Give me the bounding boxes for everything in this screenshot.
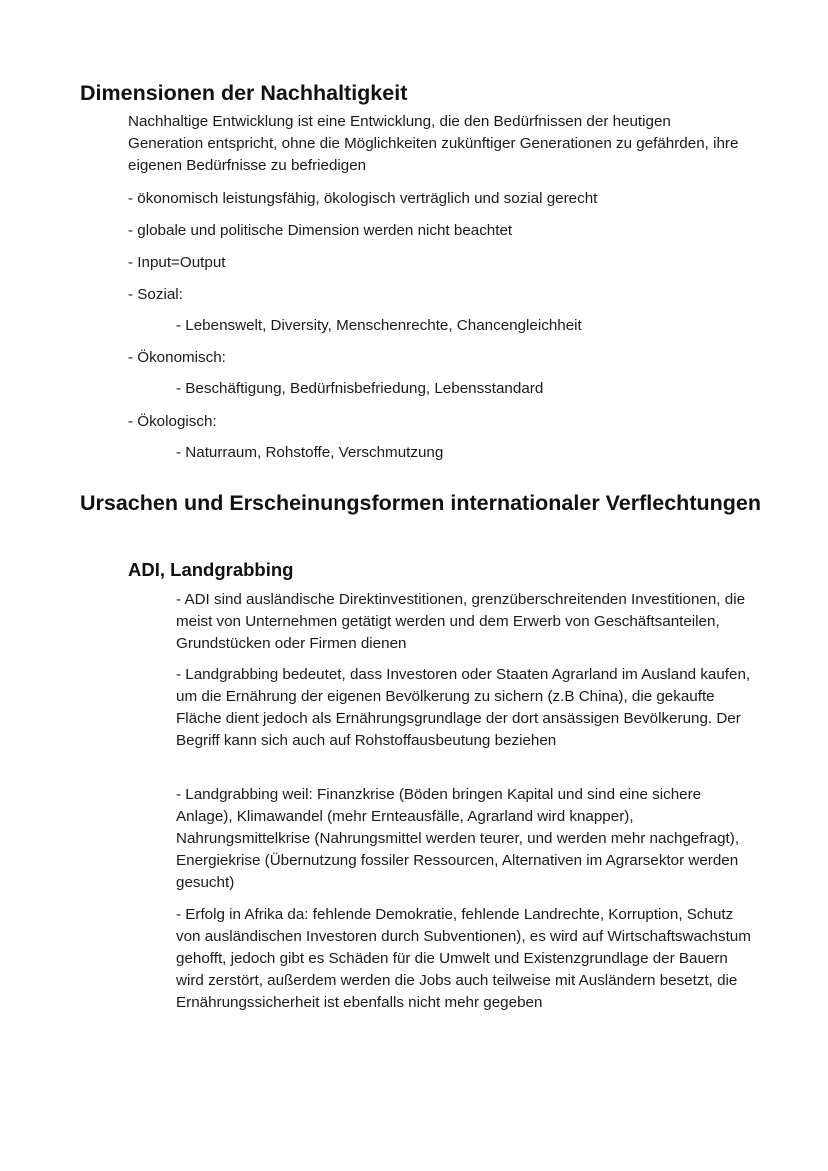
list-item-sozial: - Sozial: <box>128 286 183 303</box>
paragraph-landgrabbing-weil: - Landgrabbing weil: Finanzkrise (Böden bringen Kapital und sind eine sichere Anlage), Klimawandel (mehr Ernteausfälle, Agrarland wird knapper), Nahrungsmittelkrise (Nahrungsmittel werden teurer, und werden mehr nachgefragt), Energiekrise (Übernutzung fossiler Ressourcen, Alternativen im Agrarsektor werden gesucht) <box>176 786 740 891</box>
sub-list-item: - Naturraum, Rohstoffe, Verschmutzung <box>176 444 444 461</box>
list-item-oekonomisch: - Ökonomisch: <box>128 349 226 366</box>
sub-list-item: - Lebenswelt, Diversity, Menschenrechte, Chancengleichheit <box>176 317 582 334</box>
list-item: - Input=Output <box>128 254 226 271</box>
section-heading-ursachen: Ursachen und Erscheinungsformen internationaler Verflechtungen <box>80 491 761 515</box>
subsection-heading-adi: ADI, Landgrabbing <box>128 559 294 580</box>
paragraph-adi: - ADI sind ausländische Direktinvestitionen, grenzüberschreitenden Investitionen, die meist von Unternehmen getätigt werden und dem Erwerb von Geschäftsanteilen, Grundstücken oder Firmen dienen <box>176 591 746 652</box>
paragraph-erfolg-afrika: - Erfolg in Afrika da: fehlende Demokratie, fehlende Landrechte, Korruption, Schutz von ausländischen Investoren durch Subventionen), es wird auf Wirtschaftswachstum gehofft, jedoch gibt es Schäden für die Umwelt und Existenzgrundlage der Bauern wird zerstört, außerdem werden die Jobs auch teilweise mit Ausländern besetzt, die Ernährungssicherheit ist ebenfalls nicht mehr gegeben <box>176 906 751 1011</box>
sub-list-item: - Beschäftigung, Bedürfnisbefriedung, Lebensstandard <box>176 380 544 397</box>
list-item: - ökonomisch leistungsfähig, ökologisch verträglich und sozial gerecht <box>128 190 598 207</box>
section-heading-dimensionen: Dimensionen der Nachhaltigkeit <box>80 81 408 105</box>
intro-paragraph: Nachhaltige Entwicklung ist eine Entwicklung, die den Bedürfnissen der heutigen Generation entspricht, ohne die Möglichkeiten zukünftiger Generationen zu gefährden, ihre eigenen Bedürfnisse zu befriedigen <box>128 113 739 174</box>
paragraph-landgrabbing: - Landgrabbing bedeutet, dass Investoren oder Staaten Agrarland im Ausland kaufen, um die Ernährung der eigenen Bevölkerung zu sichern (z.B China), die gekaufte Fläche dient jedoch als Ernährungsgrundlage der dort ansässigen Bevölkerung. Der Begriff kann sich auch auf Rohstoffausbeutung beziehen <box>176 666 751 749</box>
list-item-oekologisch: - Ökologisch: <box>128 413 217 430</box>
list-item: - globale und politische Dimension werden nicht beachtet <box>128 222 513 239</box>
